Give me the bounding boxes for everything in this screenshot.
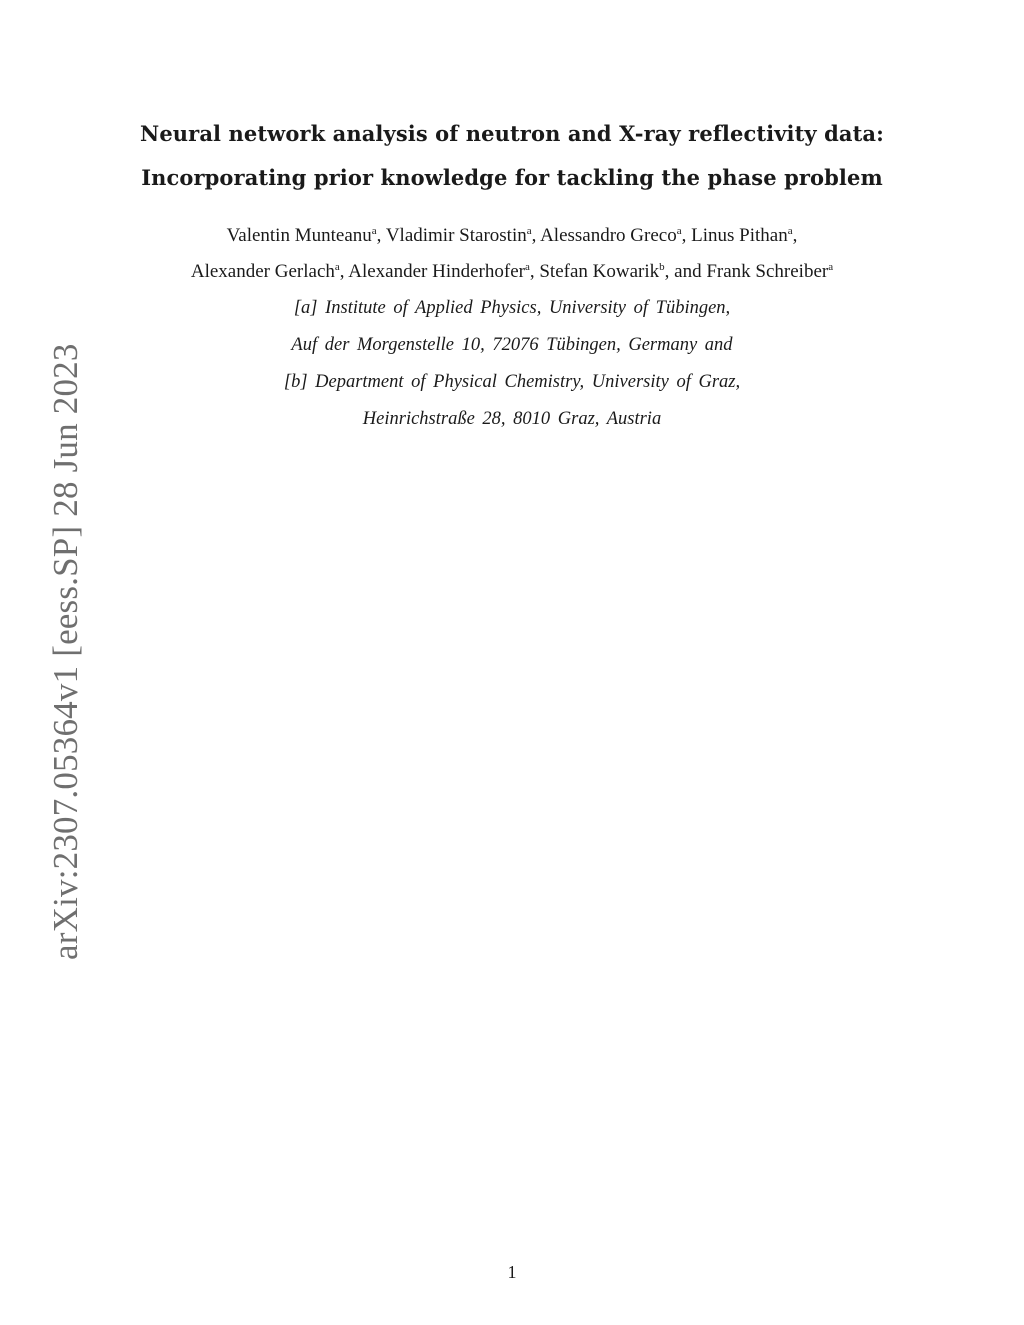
affiliations [0,290,1024,438]
author-name: Valentin Munteanu [226,225,372,246]
arxiv-identifier: arXiv:2307.05364v1 [eess.SP] 28 Jun 2023 [46,343,85,960]
author-affiliation-mark: b [659,261,665,273]
paper-title [0,112,1024,200]
author-name: Stefan Kowarik [539,261,660,282]
affiliation-line: Heinrichstraße 28, 8010 Graz, Austria [362,409,662,429]
author-name: Alexander Hinderhofer [348,261,525,282]
author-separator: , [681,225,692,246]
author-affiliation-mark: a [334,261,340,273]
author-separator: , [529,261,540,282]
affiliation-line: [b] Department of Physical Chemistry, University of Graz, [283,372,741,392]
author-affiliation-mark: a [676,225,682,237]
author-name: Vladimir Starostin [385,225,527,246]
author-separator: , [792,225,798,246]
author-affiliation-mark: a [828,261,834,273]
author-affiliation-mark: a [787,225,793,237]
author-line-2 [0,254,1024,290]
author-list [0,218,1024,290]
author-separator: , [376,225,386,246]
author-affiliation-mark: a [524,261,530,273]
author-name: Frank Schreiber [706,261,829,282]
title-line-2: Incorporating prior knowledge for tackling the phase problem [141,165,883,190]
author-name: Alessandro Greco [540,225,677,246]
author-separator: , and [664,261,707,282]
author-separator: , [531,225,541,246]
affiliation-line: Auf der Morgenstelle 10, 72076 Tübingen, Germany and [291,335,733,355]
affiliation-line: [a] Institute of Applied Physics, University of Tübingen, [293,298,731,318]
author-name: Alexander Gerlach [190,261,335,282]
author-separator: , [339,261,349,282]
author-name: Linus Pithan [691,225,788,246]
author-line-1 [0,218,1024,254]
author-affiliation-mark: a [526,225,532,237]
title-line-1: Neural network analysis of neutron and X-ray reflectivity data: [140,121,884,146]
page-number: 1 [507,1262,517,1282]
author-affiliation-mark: a [371,225,377,237]
